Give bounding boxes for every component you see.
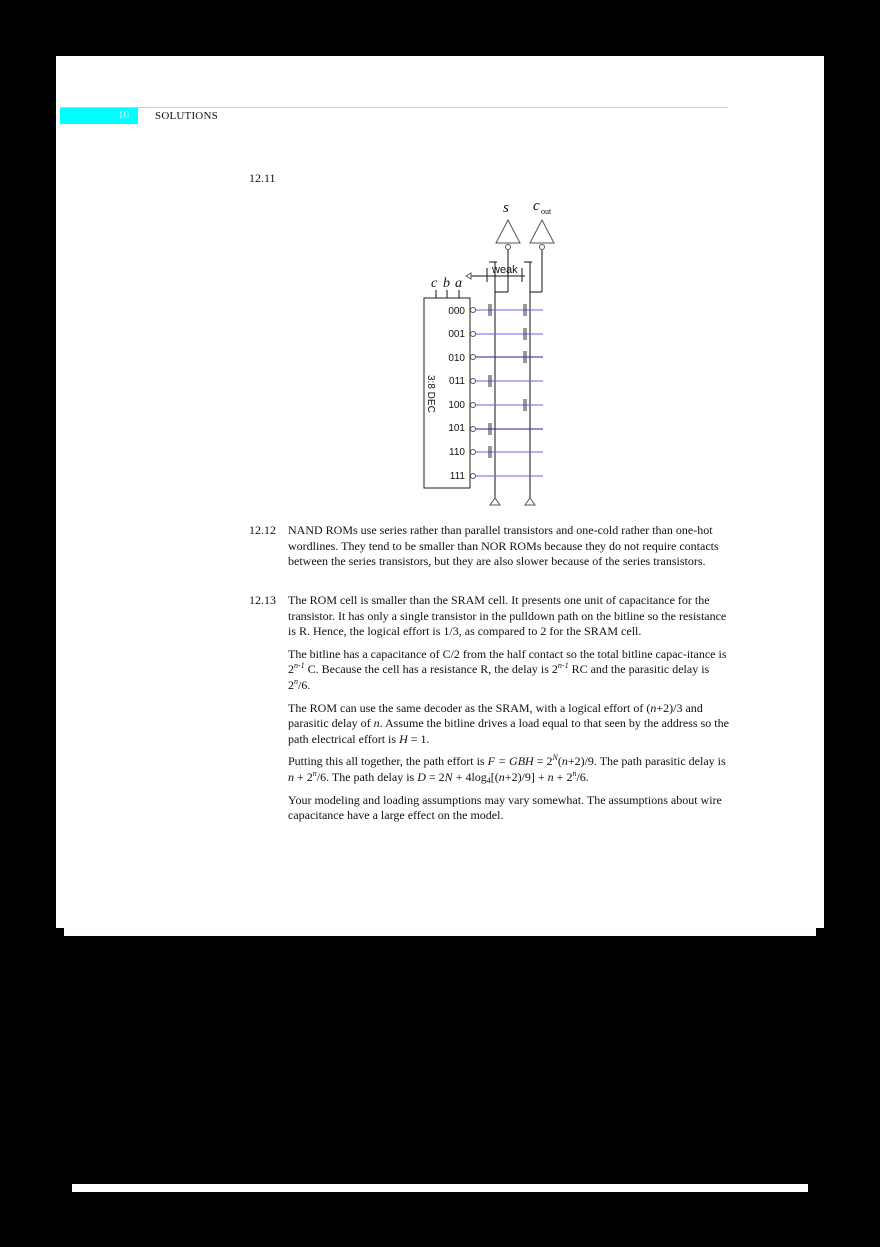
problem-text: NAND ROMs use series rather than parallel transistors and one-cold rather than one-hot wordlines. They tend to be smaller than NOR ROMs because they do not require contacts between the series transistors, but they are also slower because of the series transistors. — [288, 523, 719, 569]
next-page-edge — [72, 1184, 808, 1192]
problem-label: 12.13 — [249, 593, 276, 607]
paragraph-3: The ROM can use the same decoder as the SRAM, with a logical effort of (n+2)/3 and parasitic delay of n. Assume the bitline drives a load equal to that seen by the address so the path electrical effort is H = 1. — [288, 700, 729, 746]
problem-12-13 — [249, 593, 729, 824]
svg-text:c: c — [431, 276, 438, 291]
problem-label: 12.12 — [249, 523, 276, 537]
problem-12-12 — [249, 523, 729, 570]
svg-text:a: a — [455, 276, 462, 291]
svg-text:weak: weak — [492, 264, 518, 276]
output-c-label: c — [533, 198, 540, 214]
paragraph-4: Putting this all together, the path effort is F = GBH = $2^N(n+2)/9$. The path parasitic delay is $n + 2^n/6$. The path delay is $D = 2N + 4\log_4[(n+2)/9] + n + 2^n/6$. — [288, 753, 726, 785]
paragraph-1: The ROM cell is smaller than the SRAM cell. It presents one unit of capacitance for the transistor. It has only a single transistor in the pulldown path on the bitline so the resistance is R. Hence, the logical effort is 1/3, as compared to 2 for the SRAM cell. — [288, 593, 727, 639]
svg-text:out: out — [541, 207, 552, 216]
output-s-label: s — [503, 200, 509, 216]
svg-text:b: b — [443, 276, 450, 291]
page-number: 10 — [118, 109, 129, 121]
svg-text:111: 111 — [449, 471, 465, 482]
svg-text:000: 000 — [448, 306, 465, 317]
svg-text:100: 100 — [448, 400, 465, 411]
svg-text:001: 001 — [448, 329, 465, 340]
svg-text:110: 110 — [449, 447, 465, 458]
running-header: SOLUTIONS — [155, 110, 218, 122]
svg-text:011: 011 — [449, 376, 465, 387]
svg-text:101: 101 — [448, 423, 465, 434]
header-rule — [60, 107, 728, 108]
problem-label-12-11: 12.11 — [249, 171, 276, 185]
nand-rom-schematic — [410, 190, 590, 510]
page-shadow — [64, 928, 816, 936]
paragraph-2: The bitline has a capacitance of C/2 from the half contact so the total bitline capac-itance is 2$^{n-1}$ C. Because the cell has a resistance R, the delay is 2$^{n-1}$ RC and the parasitic delay is 2$^n$/6. — [288, 646, 727, 692]
svg-text:3:8 DEC: 3:8 DEC — [425, 375, 436, 413]
svg-text:010: 010 — [448, 353, 465, 364]
paragraph-5: Your modeling and loading assumptions may vary somewhat. The assumptions about wire capacitance have a large effect on the model. — [288, 792, 722, 823]
